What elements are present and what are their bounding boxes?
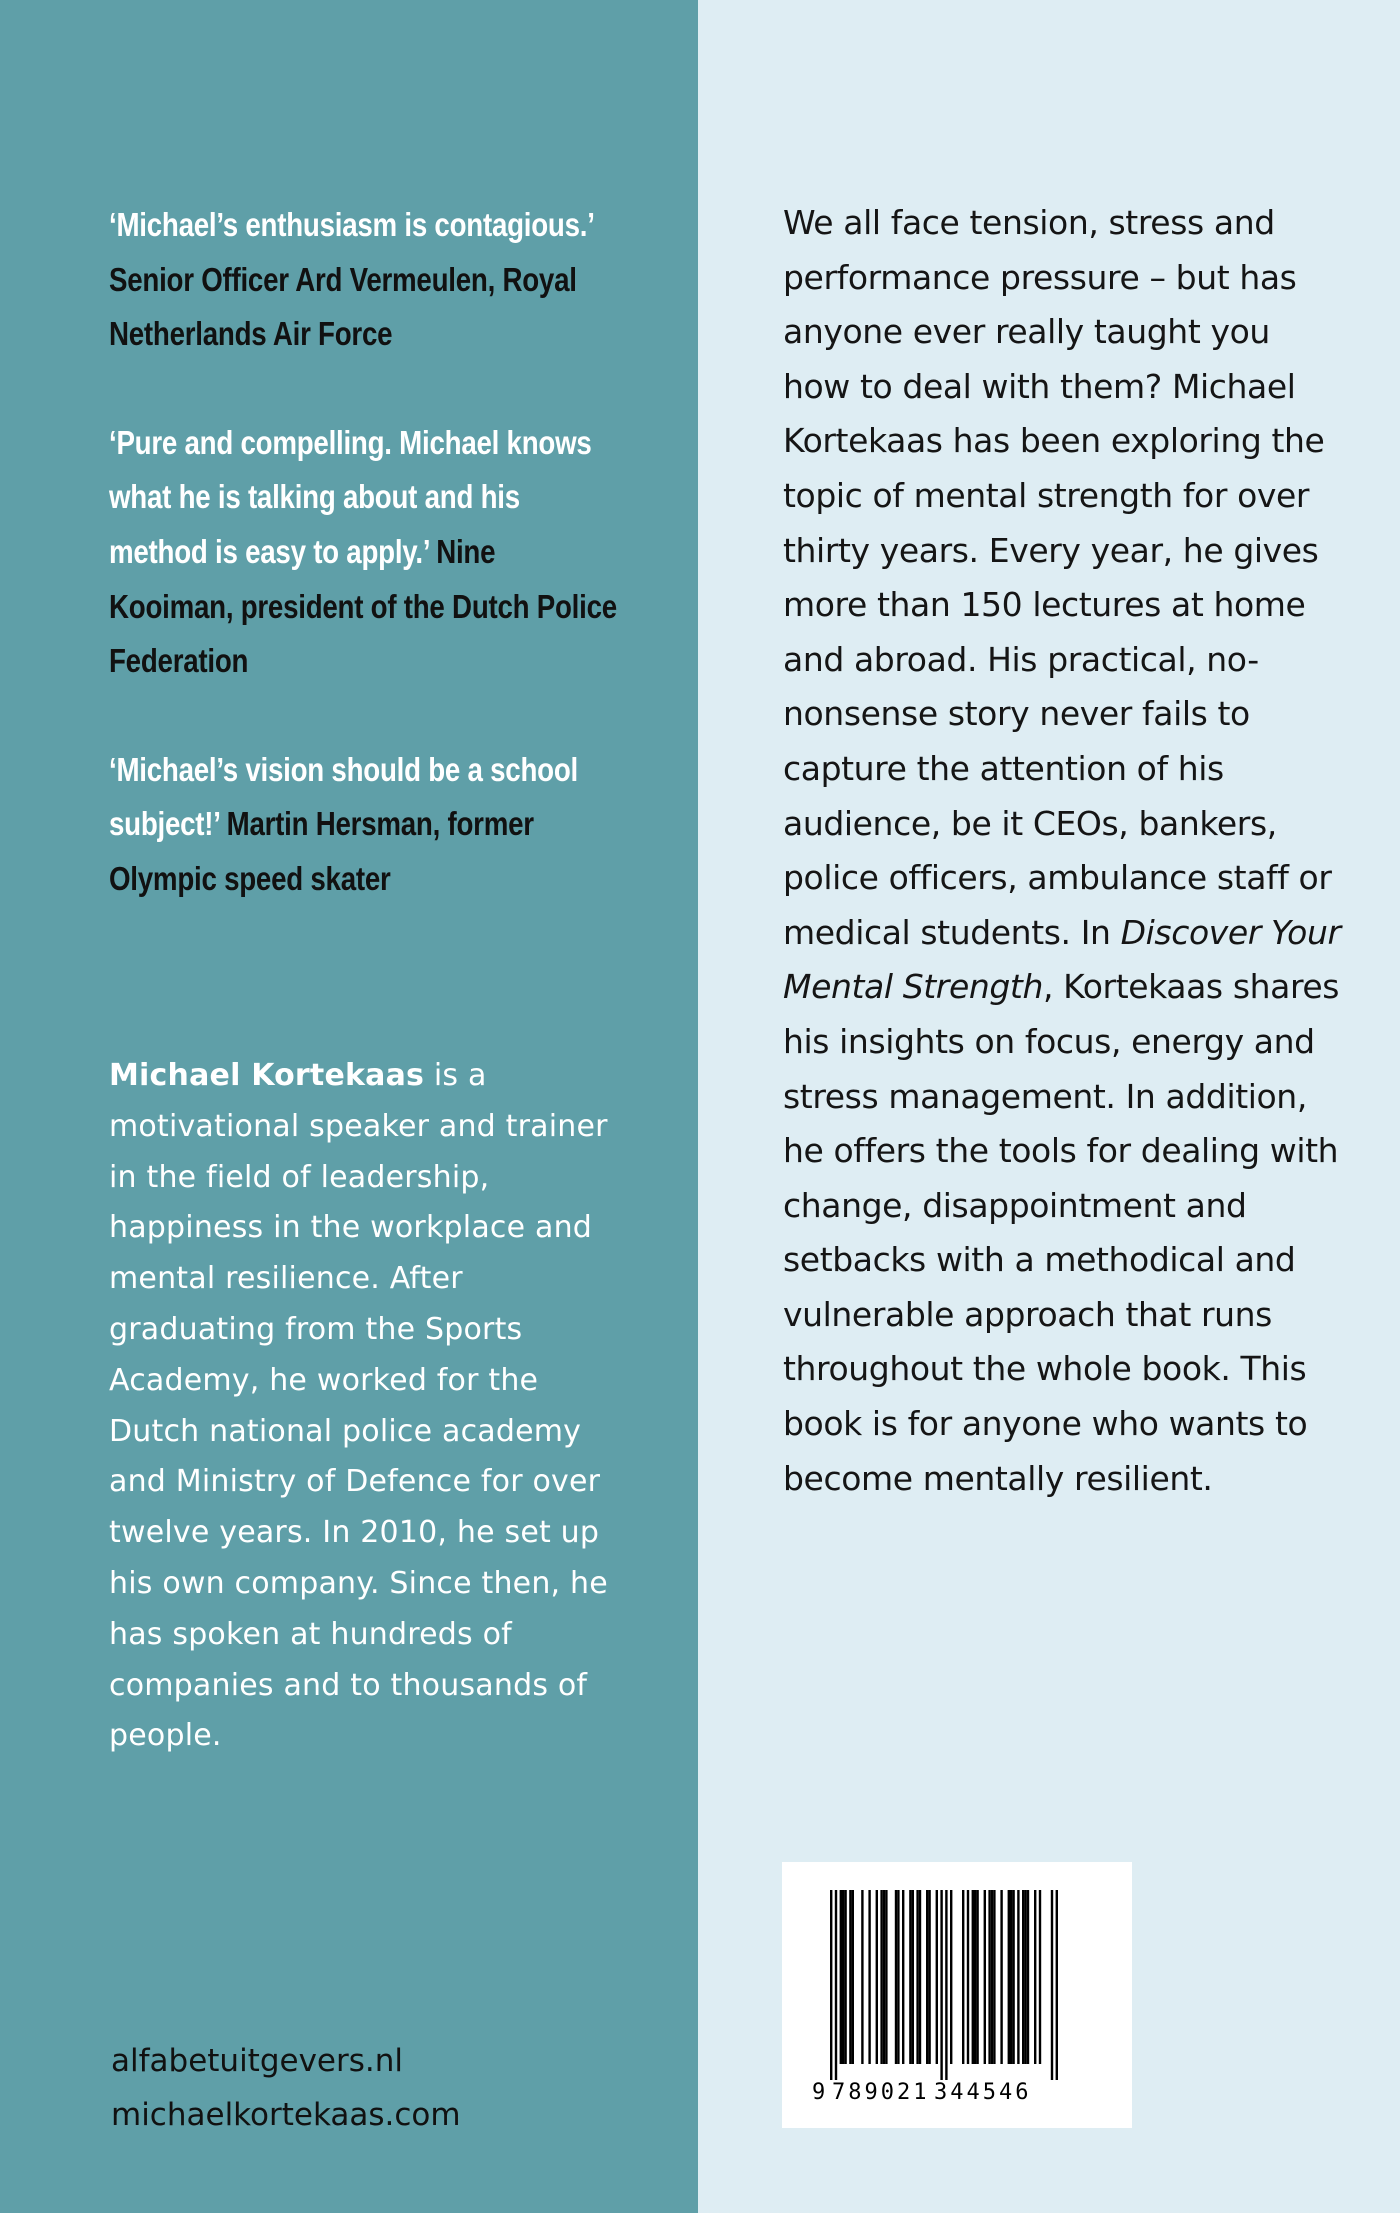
web-links: [111, 2034, 461, 2142]
quote-attribution: Martin Hersman, former Olympic speed skater: [109, 805, 534, 897]
quote-text: ‘Pure and compelling. Michael knows what he is talking about and his method is easy to apply.’: [109, 423, 592, 570]
barcode-bar: [976, 1890, 978, 2064]
barcode-left-group: 789021: [832, 2080, 930, 2105]
blurb-text-part1: We all face tension, stress and performance pressure – but has anyone ever really taught you how to deal with them? Michael Kortekaas has been exploring the topic of mental strength for over thirty years. Every year, he gives more than 150 lectures at home and abroad. His practical, no-nonsense story never fails to capture the attention of his audience, be it CEOs, bankers, police officers, ambulance staff or medical students. In: [783, 203, 1332, 952]
barcode-bar: [1012, 1890, 1014, 2064]
quote-attribution: Nine Kooiman, president of the Dutch Police Federation: [109, 532, 617, 680]
endorsement-quotes: [109, 198, 629, 907]
endorsement-quote: [109, 743, 621, 907]
barcode-bar: [967, 1890, 969, 2064]
barcode-bar: [1000, 1890, 1002, 2064]
barcode-bar: [950, 1890, 952, 2064]
barcode-bar: [936, 1890, 938, 2064]
left-panel: [0, 0, 698, 2213]
barcode-bar: [868, 1890, 870, 2064]
barcode-bar: [849, 1890, 851, 2064]
barcode-bar: [885, 1890, 887, 2064]
barcode-bar: [852, 1890, 854, 2064]
barcode-bar: [1056, 1890, 1058, 2080]
endorsement-quote: [109, 198, 621, 362]
barcode-bar: [876, 1890, 878, 2064]
barcode-bar: [1017, 1890, 1019, 2064]
barcode-bars: [830, 1890, 1058, 2080]
barcode-bar: [993, 1890, 995, 2064]
barcode-bar: [962, 1890, 964, 2064]
barcode-bar: [1039, 1890, 1041, 2064]
book-blurb: [783, 196, 1343, 1506]
barcode-bar: [880, 1890, 882, 2064]
barcode-bar: [835, 1890, 837, 2080]
barcode-bar: [840, 1890, 842, 2064]
barcode-bar: [991, 1890, 993, 2064]
barcode-bar: [928, 1890, 930, 2064]
quote-attribution: Senior Officer Ard Vermeulen, Royal Netherlands Air Force: [109, 260, 577, 353]
barcode-bar: [895, 1890, 897, 2064]
barcode-bar: [902, 1890, 904, 2064]
barcode-bar: [926, 1890, 928, 2064]
barcode-bar: [830, 1890, 832, 2080]
barcode-bar: [945, 1890, 947, 2080]
barcode-bar: [1034, 1890, 1036, 2064]
quote-text: ‘Michael’s vision should be a school subject!’: [109, 750, 578, 843]
barcode-bar: [912, 1890, 914, 2064]
barcode-bar: [916, 1890, 918, 2064]
author-bio: [109, 1051, 629, 1762]
barcode-bar: [883, 1890, 885, 2064]
barcode-bar: [897, 1890, 899, 2064]
barcode-bar: [1024, 1890, 1026, 2064]
barcode-bar: [972, 1890, 974, 2064]
publisher-link[interactable]: alfabetuitgevers.nl: [111, 2043, 404, 2079]
barcode-right-group: 344546: [934, 2080, 1032, 2105]
endorsement-quote: [109, 416, 621, 689]
barcode-first-digit: 9: [812, 2080, 826, 2105]
author-name: Michael Kortekaas: [109, 1058, 425, 1093]
author-bio-text: is a motivational speaker and trainer in the field of leadership, happiness in the workplace and mental resilience. After graduating from the Sports Academy, he worked for the Dutch national police academy and Ministry of Defence for over twelve years. In 2010, he set up his own company. Since then, he has spoken at hundreds of companies and to thousands of people.: [109, 1058, 608, 1754]
blurb-text-part2: , Kortekaas shares his insights on focus, energy and stress management. In addition, he offers the tools for dealing with change, disappointment and setbacks with a methodical and vulnerable approach that runs throughout the whole book. This book is for anyone who wants to become mentally resilient.: [783, 967, 1340, 1498]
barcode-bar: [909, 1890, 911, 2064]
barcode-bar: [984, 1890, 986, 2064]
author-site-link[interactable]: michaelkortekaas.com: [111, 2097, 461, 2133]
barcode-graphic: [782, 1862, 1132, 2128]
barcode-bar: [940, 1890, 942, 2080]
isbn-barcode: [782, 1862, 1132, 2128]
barcode-bar: [1027, 1890, 1029, 2064]
barcode-bar: [988, 1890, 990, 2064]
barcode-bar: [1008, 1890, 1010, 2064]
quote-text: ‘Michael’s enthusiasm is contagious.’: [109, 206, 594, 243]
barcode-bar: [861, 1890, 863, 2064]
barcode-bar: [1022, 1890, 1024, 2064]
barcode-bar: [1010, 1890, 1012, 2064]
barcode-bar: [974, 1890, 976, 2064]
book-title: Discover Your Mental Strength: [783, 912, 1341, 1007]
barcode-bar: [1051, 1890, 1053, 2080]
barcode-bar: [919, 1890, 921, 2064]
barcode-bar: [842, 1890, 844, 2064]
barcode-bar: [844, 1890, 846, 2064]
